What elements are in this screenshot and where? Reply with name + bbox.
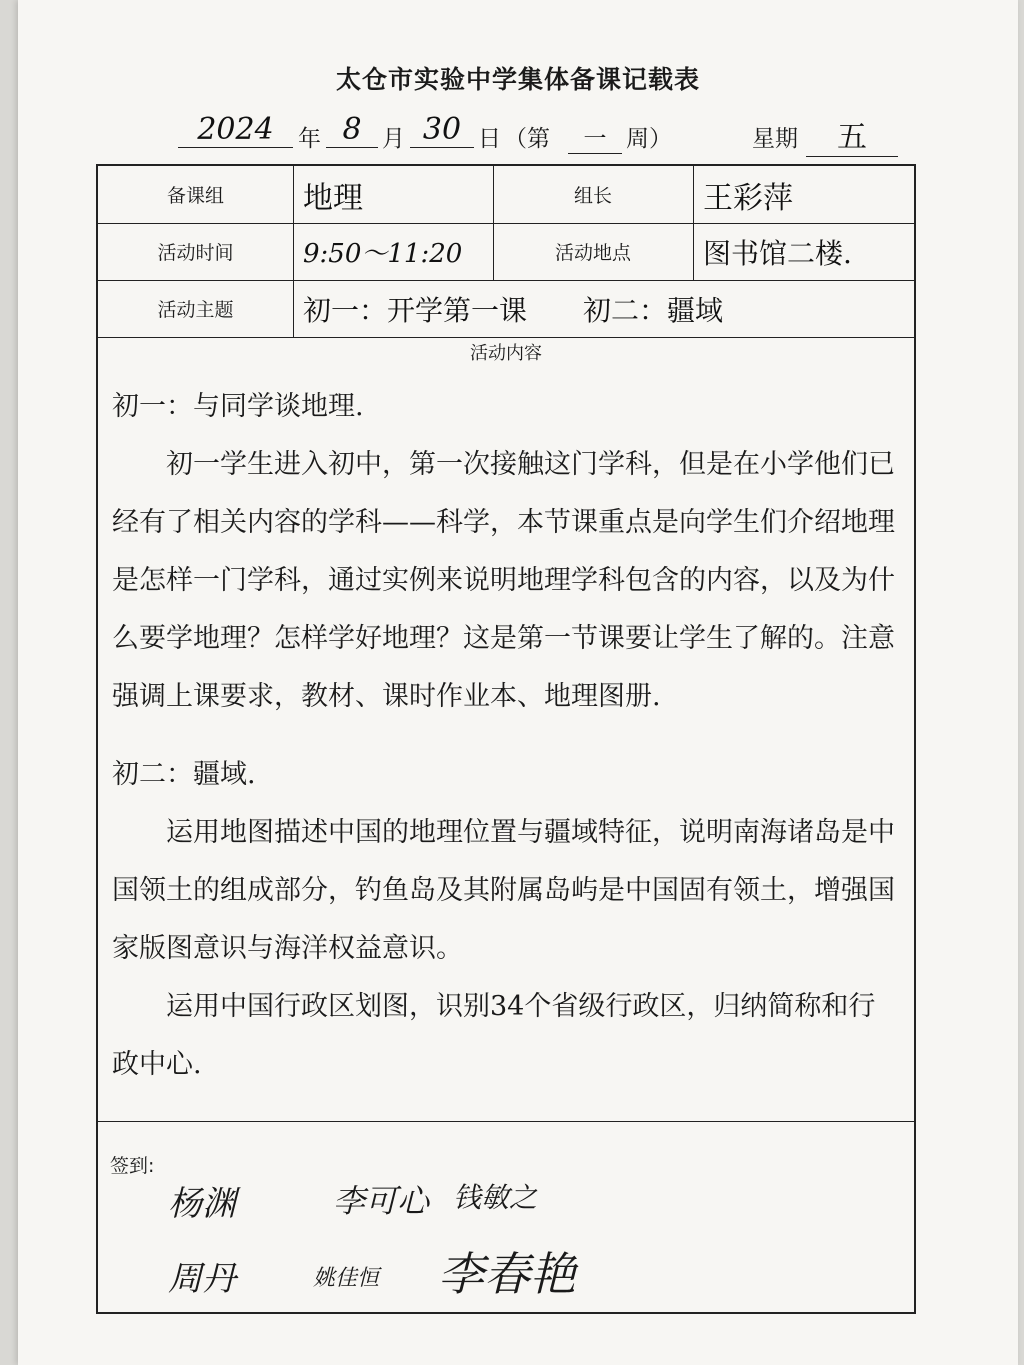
content-heading-grade7: 初一：与同学谈地理.: [112, 391, 364, 422]
month-value: 8: [326, 112, 378, 148]
content-paragraph-territory: 运用地图描述中国的地理位置与疆域特征，说明南海诸岛是中国领土的组成部分，钓鱼岛及其附属岛屿是中国固有领土，增强国家版图意识与海洋权益意识。: [112, 817, 895, 964]
signature-1: 杨渊: [168, 1184, 236, 1224]
place-label: 活动地点: [554, 242, 631, 264]
month-unit: 月: [382, 126, 405, 152]
date-line: [178, 112, 938, 156]
page-title: 太仓市实验中学集体备课记载表: [335, 65, 700, 94]
day-unit: 日: [478, 126, 501, 152]
weekday-label: 星期: [752, 126, 798, 152]
time-value: 9:50～11:20: [303, 239, 463, 269]
group-label: 备课组: [166, 185, 224, 207]
place-value: 图书馆二楼.: [703, 236, 852, 270]
signature-6: 李春艳: [438, 1247, 576, 1301]
week-value: 一: [568, 120, 622, 154]
record-table: [96, 164, 916, 1314]
day-value: 30: [410, 112, 474, 148]
content-label: 活动内容: [470, 343, 542, 364]
weekday-value: 五: [806, 112, 898, 157]
record-sheet: [18, 0, 1018, 1365]
time-label: 活动时间: [157, 242, 234, 264]
signature-4: 周丹: [168, 1259, 236, 1299]
leader-value: 王彩萍: [703, 180, 793, 216]
year-unit: 年: [298, 126, 321, 152]
activity-content: [112, 378, 902, 1094]
week-prefix: （第: [504, 126, 550, 152]
content-paragraph-grade7: 初一学生进入初中，第一次接触这门学科，但是在小学他们已经有了相关内容的学科——科学，本节课重点是向学生们介绍地理是怎样一门学科，通过实例来说明地理学科包含的内容，以及为什么要学地理？怎样学好地理？这是第一节课要让学生了解的。注意强调上课要求，教材、课时作业本、地理图册.: [112, 449, 895, 712]
year-value: 2024: [178, 112, 293, 148]
week-suffix: 周）: [626, 126, 672, 152]
content-heading-grade8: 初二：疆域.: [112, 759, 256, 790]
content-paragraph-provinces: 运用中国行政区划图，识别34个省级行政区，归纳简称和行政中心.: [112, 991, 876, 1080]
theme-value: 初一：开学第一课 初二：疆域: [303, 293, 724, 327]
signature-5: 姚佳恒: [313, 1266, 380, 1291]
group-value: 地理: [303, 180, 363, 216]
sign-in-label: 签到:: [110, 1155, 155, 1177]
signature-3: 钱敏之: [453, 1181, 538, 1214]
theme-label: 活动主题: [157, 299, 234, 321]
signature-2: 李可心: [333, 1182, 430, 1220]
leader-label: 组长: [573, 185, 612, 207]
